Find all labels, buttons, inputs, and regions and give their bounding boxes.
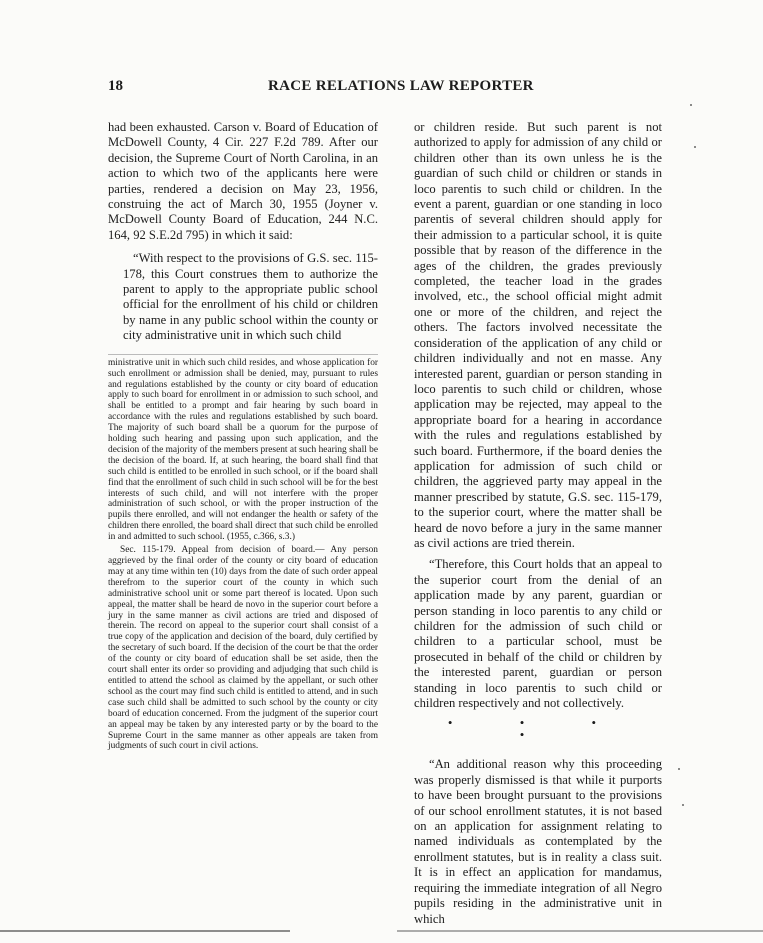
left-column bbox=[108, 120, 378, 752]
scan-speck bbox=[694, 146, 696, 148]
right-paragraph-1: or children reside. But such parent is not authorized to apply for admission of any child or children other than its own unless he is the guardian of such child or children or stands in loco parentis to such child or children. In the event a parent, guardian or one standing in loco parentis of several children should apply for their admission to a particular school, it is quite possible that by reason of the difference in the ages of the children, the grades previously completed, the teacher load in the grades involved, etc., the school official might admit one or more of the children, and reject the others. The factors involved necessitate the consideration of the application of any child or children individually and not en masse. Any interested parent, guardian or person standing in loco parentis to such child or children, whose application may be rejected, may appeal to the appropriate board for a hearing in accordance with the rules and regulations established by such board. Furthermore, if the board denies the application for admission of such child or children, the aggrieved party may appeal in the manner prescribed by statute, G.S. sec. 115-179, to the superior court, where the matter shall be heard de novo before a jury in the same manner as civil actions are tried therein. bbox=[414, 120, 662, 550]
bottom-edge-rule bbox=[0, 930, 763, 932]
right-paragraph-3: “An additional reason why this proceeding was properly dismissed is that while it purports to have been brought pursuant to the provisions of our school enrollment statutes, it is not based on an application for assignment relating to named individuals as contemplated by the enrollment statutes, but is in reality a class suit. It is in effect an application for mandamus, requiring the immediate integration of all Negro pupils residing in the administrative unit in which bbox=[414, 757, 662, 926]
footnote-statute-179: Sec. 115-179. Appeal from decision of board.— Any person aggrieved by the final order of the county or city board of education may at any time within ten (10) days from the date of such order appeal therefrom to the superior court of the county in which such administrative school unit or some part thereof is located. Upon such appeal, the matter shall be heard de novo in the superior court before a jury in the same manner as civil actions are tried and disposed of therein. The record on appeal to the superior court shall consist of a true copy of the application and decision of the board, duly certified by the secretary of such board. If the decision of the court be that the order of the county or city board of education shall be set aside, then the court shall enter its order so providing and adjudging that such child is entitled to attend the school as claimed by the appellant, or such other school as the court may find such child is entitled to attend, and in such case such child shall be admitted to such school by the county or city board of education concerned. From the judgment of the superior court an appeal may be taken by any interested party or by the board to the Supreme Court in the same manner as other appeals are taken from judgments of such court in civil actions. bbox=[108, 545, 378, 752]
scan-speck bbox=[690, 104, 692, 106]
left-paragraph: had been exhausted. Carson v. Board of Education of McDowell County, 4 Cir. 227 F.2d 789. After our decision, the Supreme Court of North Carolina, in an action to which two of the applicants here were parties, rendered a decision on May 23, 1956, construing the act of March 30, 1955 (Joyner v. McDowell County Board of Education, 244 N.C. 164, 92 S.E.2d 795) in which it said: bbox=[108, 120, 378, 242]
ellipsis-dots: • • • • bbox=[447, 715, 629, 743]
right-column bbox=[414, 120, 662, 933]
right-paragraph-2: “Therefore, this Court holds that an appeal to the superior court from the denial of an application made by any parent, guardian or person standing in loco parentis to any child or children for the admission of such child or children to a particular school, must be prosecuted in behalf of the child or children by the interested parent, guardian or person standing in loco parentis to such child or children respectively and not collectively. bbox=[414, 557, 662, 711]
scan-speck bbox=[682, 804, 684, 806]
running-head: RACE RELATIONS LAW REPORTER bbox=[268, 78, 534, 94]
footnote bbox=[108, 354, 378, 753]
footnote-statute-178: ministrative unit in which such child resides, and whose application for such enrollment or admission shall be denied, may, pursuant to rules and regulations established by the county or city board of education apply to such board for enrollment in or admission to such school, and shall be entitled to a prompt and fair hearing by such board in accordance with the rules and regulations established by such board. The majority of such board shall be a quorum for the purpose of holding such hearing and passing upon such application, and the decision of the majority of the members present at such hearing shall be the decision of the board. If, at such hearing, the board shall find that such child is entitled to be enrolled in such school, or if the board shall find that the enrollment of such child in such school will be for the best interests of such child, and will not interfere with the proper administration of such school, or with the proper instruction of the pupils there enrolled, and will not endanger the health or safety of the children there enrolled, the board shall direct that such child be enrolled in and admitted to such school. (1955, c.366, s.3.) bbox=[108, 357, 378, 543]
court-quote: “With respect to the provisions of G.S. sec. 115-178, this Court construes them to authorize the parent to apply to the appropriate public school official for the enrollment of his child or children by name in any public school within the county or city administrative unit in which such child bbox=[123, 251, 378, 343]
page-number: 18 bbox=[108, 78, 123, 94]
scan-speck bbox=[678, 768, 680, 770]
